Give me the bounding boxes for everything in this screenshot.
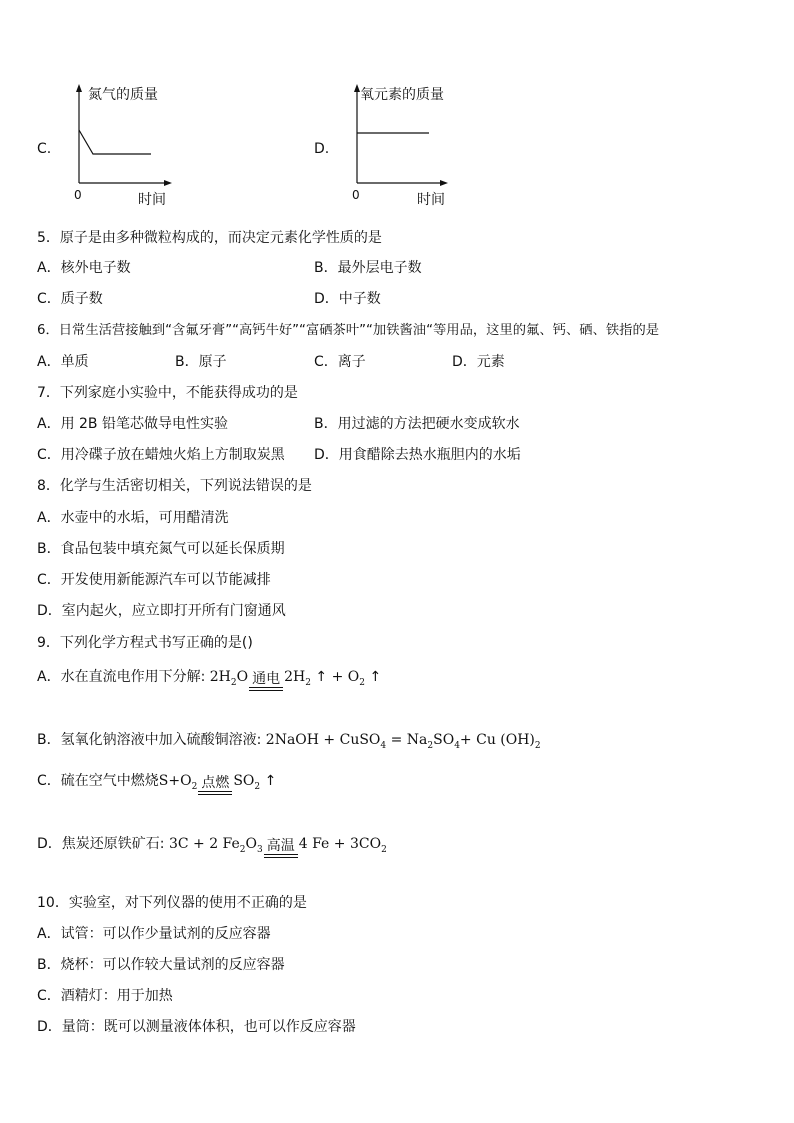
question-7-option-b[interactable]: B．用过滤的方法把硬水变成软水 <box>314 416 520 432</box>
graph-c-xlabel: 时间 <box>138 192 166 208</box>
graph-c-ylabel: 氮气的质量 <box>88 87 158 103</box>
question-9-option-a-text: A．水在直流电作用下分解: <box>37 669 210 685</box>
question-5-option-b[interactable]: B．最外层电子数 <box>314 260 422 276</box>
question-9-option-c[interactable] <box>37 770 276 798</box>
question-5-option-a[interactable]: A．核外电子数 <box>37 260 131 276</box>
question-8-option-d[interactable]: D．室内起火，应立即打开所有门窗通风 <box>37 603 286 619</box>
question-10-option-d[interactable]: D．量筒：既可以测量液体体积，也可以作反应容器 <box>37 1019 356 1035</box>
question-6-option-a[interactable]: A．单质 <box>37 354 89 370</box>
question-6-option-b[interactable]: B．原子 <box>175 354 227 370</box>
question-7-option-a[interactable]: A．用 2B 铅笔芯做导电性实验 <box>37 416 228 432</box>
graph-d-xlabel: 时间 <box>417 192 445 208</box>
equation-b: 2NaOH + CuSO$_4$ = $Na_2SO_4+ Cu$ $(OH)_2$ <box>265 732 541 751</box>
question-5-option-c[interactable]: C．质子数 <box>37 291 103 307</box>
question-6-option-c[interactable]: C．离子 <box>314 354 366 370</box>
graph-d-ylabel: 氧元素的质量 <box>360 87 444 103</box>
question-7-option-d[interactable]: D．用食醋除去热水瓶胆内的水垢 <box>314 447 521 463</box>
question-6-stem: 6．日常生活营接触到“含氟牙膏”“高钙牛好”“富硒茶叶”“加铁酱油“等用品，这里的氟、钙、硒、铁指的是 <box>37 323 660 338</box>
question-9-option-a[interactable] <box>37 666 381 694</box>
question-9-option-b[interactable] <box>37 731 541 755</box>
question-7-option-c[interactable]: C．用冷碟子放在蜡烛火焰上方制取炭黑 <box>37 447 285 463</box>
question-5-option-d[interactable]: D．中子数 <box>314 291 381 307</box>
equation-d: 3C + 2 $Fe_2O_3$ 高温 4 $Fe + 3CO_2$ <box>169 836 387 852</box>
condition-electrify: 通电 <box>252 671 281 687</box>
question-6-option-d[interactable]: D．元素 <box>452 354 505 370</box>
question-8-option-b[interactable]: B．食品包装中填充氮气可以延长保质期 <box>37 541 285 557</box>
question-10-option-a[interactable]: A．试管：可以作少量试剂的反应容器 <box>37 926 271 942</box>
question-10-option-b[interactable]: B．烧杯：可以作较大量试剂的反应容器 <box>37 957 285 973</box>
question-8-option-c[interactable]: C．开发使用新能源汽车可以节能减排 <box>37 572 271 588</box>
question-10-option-c[interactable]: C．酒精灯：用于加热 <box>37 988 173 1004</box>
equation-a: $2H_2O$ 通电 $2H_2$ ↑ + $O_2$ ↑ <box>210 669 381 685</box>
condition-ignite: 点燃 <box>201 775 230 791</box>
question-5-stem: 5．原子是由多种微粒构成的，而决定元素化学性质的是 <box>37 230 382 246</box>
graph-c-origin: 0 <box>74 188 82 202</box>
graph-c-curve <box>79 130 151 154</box>
option-c-graph-label: C. <box>37 141 52 157</box>
question-9-option-d-text: D．焦炭还原铁矿石: <box>37 836 169 852</box>
condition-high-temp: 高温 <box>266 838 295 854</box>
option-d-graph-label: D. <box>314 141 330 157</box>
equation-c: $S+O_2$ 点燃 $SO_2$ ↑ <box>159 773 277 789</box>
question-9-option-b-text: B．氢氧化钠溶液中加入硫酸铜溶液: <box>37 732 266 748</box>
question-9-option-d[interactable] <box>37 833 387 861</box>
question-8-option-a[interactable]: A．水壶中的水垢，可用醋清洗 <box>37 510 229 526</box>
question-7-stem: 7．下列家庭小实验中，不能获得成功的是 <box>37 385 298 401</box>
question-10-stem: 10．实验室，对下列仪器的使用不正确的是 <box>37 895 307 911</box>
graph-d-origin: 0 <box>352 188 360 202</box>
question-8-stem: 8．化学与生活密切相关，下列说法错误的是 <box>37 478 312 494</box>
question-9-option-c-text: C．硫在空气中燃烧 <box>37 773 159 789</box>
question-9-stem: 9．下列化学方程式书写正确的是() <box>37 635 253 651</box>
